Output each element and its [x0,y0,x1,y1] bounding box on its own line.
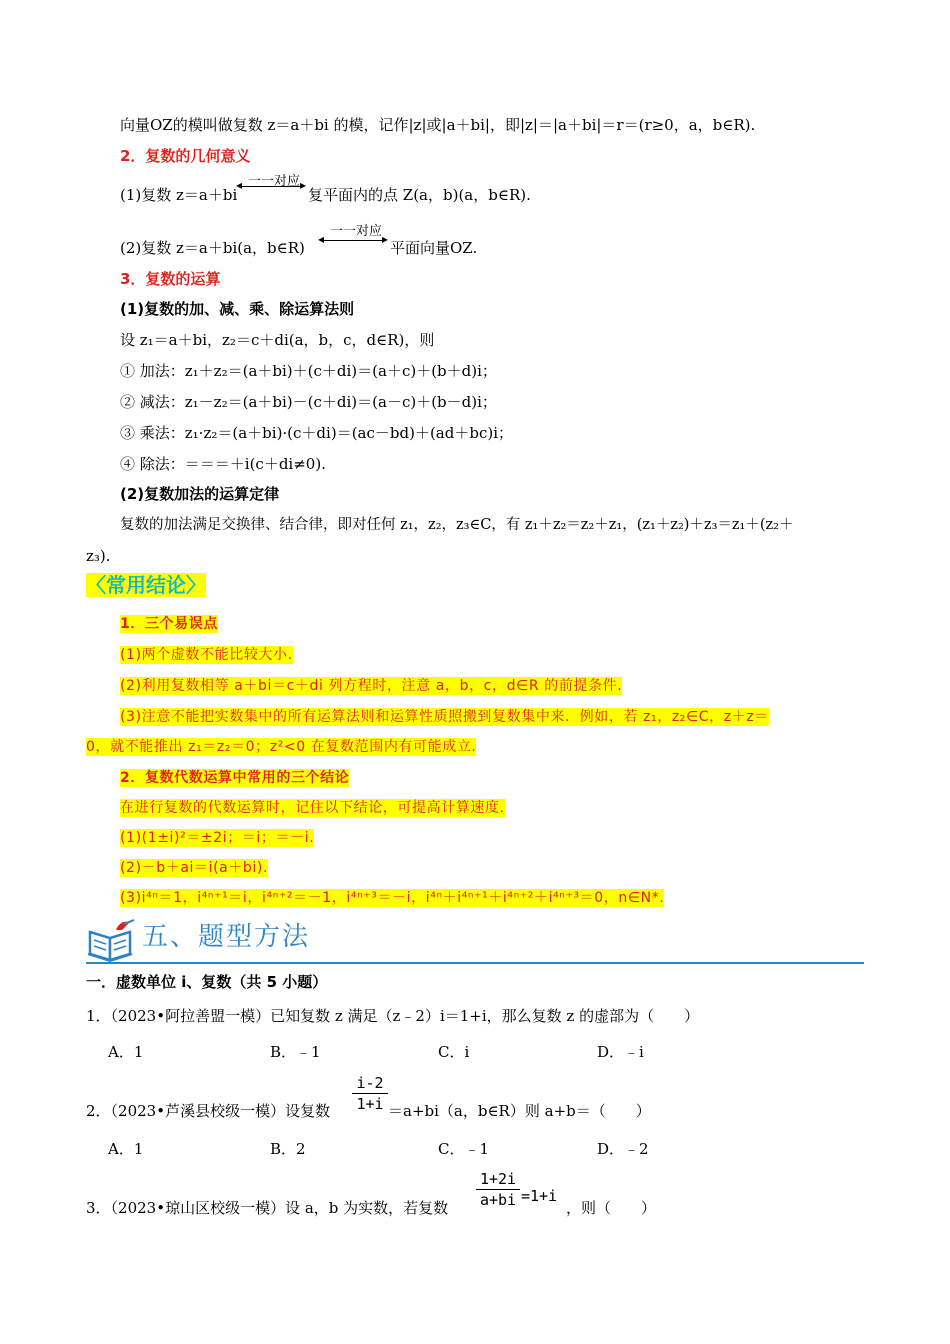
mistake-2-wrap [120,674,622,697]
conclusions-title-wrap [86,574,206,598]
result-2: (2)－b＋ai＝i(a＋bi). [120,860,269,876]
question-1: 1．（2023•阿拉善盟一模）已知复数 z 满足（z﹣2）i＝1+i，那么复数 z 的虚部为（ ） [86,1007,700,1025]
section-divider [86,962,864,964]
subsection-title: 一．虚数单位 i、复数（共 5 小题） [86,973,328,991]
addition-laws-text: 复数的加法满足交换律、结合律，即对任何 z₁，z₂，z₃∈C，有 z₁＋z₂＝z₂＋z₁，(z₁＋z₂)＋z₃＝z₁＋(z₂＋ [120,517,794,533]
section-title: 五、题型方法 [142,922,311,952]
geo-line-2-right: 平面向量OZ. [390,239,478,257]
arrow-label: 一一对应 [248,174,301,189]
mistake-3b-wrap [86,735,476,758]
book-icon [86,918,138,962]
result-1-wrap [120,826,314,849]
q2-option-c[interactable]: C．﹣1 [438,1140,490,1158]
addition-laws-title: (2)复数加法的运算定律 [120,485,280,503]
q2-numerator: i-2 [356,1074,384,1092]
modulus-line: 向量OZ的模叫做复数 z＝a＋bi 的模，记作|z|或|a＋bi|，即|z|＝|a＋bi|＝r＝(r≥0，a，b∈R). [120,116,756,134]
results-intro: 在进行复数的代数运算时，记住以下结论，可提高计算速度. [120,800,505,816]
q2-fraction [352,1074,388,1113]
correspondence-arrow-1: 一一对应 ◂ ▸ [240,172,306,196]
question-3-suffix: ，则（ ） [566,1199,657,1217]
mistakes-heading: 1．三个易误点 [120,616,218,632]
geo-line-1-right: 复平面内的点 Z(a，b)(a，b∈R). [308,186,531,204]
addition-laws-text-2: z₃). [86,547,111,565]
q1-option-b[interactable]: B．﹣1 [270,1043,321,1061]
q3-numerator: 1+2i [479,1170,517,1188]
mistake-3: (3)注意不能把实数集中的所有运算法则和运算性质照搬到复数集中来．例如，若 z₁，z₂∈C，z＋z＝ [120,709,769,725]
question-2-suffix: ＝a+bi（a，b∈R）则 a+b＝（ ） [388,1102,651,1120]
results-heading-wrap [120,766,349,789]
operations-title: (1)复数的加、减、乘、除运算法则 [120,300,355,318]
result-2-wrap [120,856,268,879]
op-addition: ① 加法：z₁＋z₂＝(a＋bi)＋(c＋di)＝(a＋c)＋(b＋d)i； [120,362,497,380]
q1-option-c[interactable]: C．i [438,1043,470,1061]
result-3: (3)i⁴ⁿ＝1，i⁴ⁿ⁺¹＝i，i⁴ⁿ⁺²＝－1，i⁴ⁿ⁺³＝－i，i⁴ⁿ＋i⁴ⁿ⁺¹＋i⁴ⁿ⁺²＋i⁴ⁿ⁺³＝0，n∈N*. [120,890,665,906]
q3-denominator: a+bi [479,1191,517,1209]
arrow-label: 一一对应 [330,224,383,239]
question-2-prefix: 2．（2023•芦溪县校级一模）设复数 [86,1102,331,1120]
op-subtraction: ② 减法：z₁－z₂＝(a＋bi)－(c＋di)＝(a－c)＋(b－d)i； [120,393,497,411]
op-multiplication: ③ 乘法：z₁·z₂＝(a＋bi)·(c＋di)＝(ac－bd)＋(ad＋bc)i； [120,424,513,442]
q1-option-d[interactable]: D．﹣i [597,1043,644,1061]
geo-line-2-left: (2)复数 z＝a＋bi(a，b∈R) [120,239,305,257]
q2-option-a[interactable]: A．1 [108,1140,144,1158]
results-intro-wrap [120,796,505,819]
question-3-prefix: 3．（2023•琼山区校级一模）设 a，b 为实数，若复数 [86,1199,449,1217]
mistakes-heading-wrap [120,612,218,635]
heading-operations: 3．复数的运算 [120,270,221,288]
result-1: (1)(1±i)²＝±2i；＝i；＝－i. [120,830,315,846]
result-3-wrap [120,886,664,909]
op-division: ④ 除法：＝＝＝＋i(c＋di≠0). [120,455,326,473]
q2-denominator: 1+i [356,1095,384,1113]
correspondence-arrow-2: 一一对应 ◂ ▸ [322,222,388,246]
q2-option-b[interactable]: B．2 [270,1140,306,1158]
q1-option-a[interactable]: A．1 [108,1043,144,1061]
mistake-3-wrap [120,705,769,728]
heading-geometric-meaning: 2．复数的几何意义 [120,147,251,165]
geo-line-1-left: (1)复数 z＝a＋bi [120,186,238,204]
q2-option-d[interactable]: D．﹣2 [597,1140,649,1158]
q3-fraction [476,1170,520,1209]
mistake-1: (1)两个虚数不能比较大小. [120,647,293,663]
mistake-1-wrap [120,643,293,666]
mistake-2: (2)利用复数相等 a＋bi＝c＋di 列方程时，注意 a，b，c，d∈R 的前提条件. [120,678,623,694]
conclusions-title: 〈常用结论〉 [86,573,206,597]
q3-equation: =1+i [521,1187,558,1205]
operations-setup: 设 z₁＝a＋bi，z₂＝c＋di(a，b，c，d∈R)，则 [120,331,435,349]
results-heading: 2．复数代数运算中常用的三个结论 [120,770,350,786]
mistake-3-continued: 0，就不能推出 z₁＝z₂＝0；z²<0 在复数范围内有可能成立. [86,739,477,755]
